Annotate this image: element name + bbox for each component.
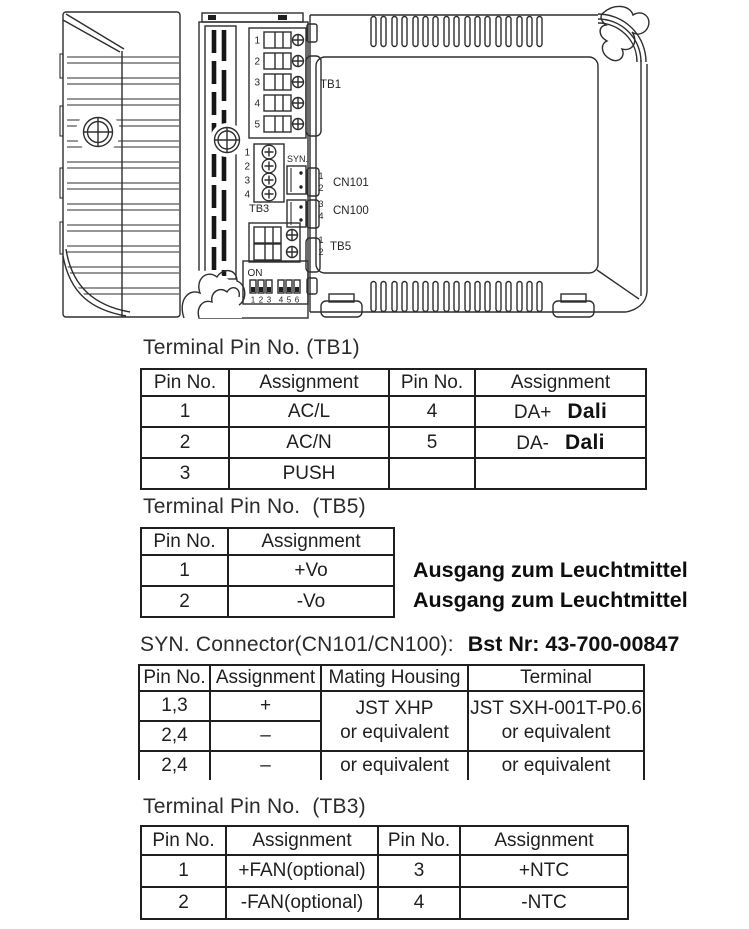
syn-label: SYN. <box>287 154 309 164</box>
bottom-vent-slots <box>371 282 542 312</box>
col-header-assignment: Assignment <box>460 826 628 855</box>
tb3-pin-number: 1 <box>244 147 250 159</box>
table-cell: +Vo <box>228 555 394 586</box>
dip-number: 4 <box>278 295 284 305</box>
device-drawing <box>0 0 749 335</box>
tb5-output-annotations <box>413 556 688 615</box>
col-header-pin-no: Pin No. <box>389 369 475 396</box>
table-cell <box>475 458 646 489</box>
table-cell: -NTC <box>460 887 628 919</box>
annotation-line: Ausgang zum Leuchtmittel <box>413 558 688 582</box>
table-cell: +FAN(optional) <box>226 855 378 887</box>
case-inner <box>316 57 598 273</box>
table-cell <box>475 396 646 427</box>
top-vent-slots <box>371 17 542 47</box>
tb3-label: TB3 <box>249 203 270 215</box>
heatsink-fins <box>67 57 179 294</box>
terminal-cell <box>468 691 644 751</box>
col-header-terminal: Terminal <box>468 665 644 691</box>
table-row <box>141 458 646 489</box>
dip-number: 2 <box>258 295 264 305</box>
tb3-terminal-block <box>244 144 284 215</box>
dip-switch <box>243 261 308 305</box>
tb5-pin-table <box>140 527 395 618</box>
col-header-assignment: Assignment <box>228 528 394 555</box>
assignment-value: DA- <box>516 432 549 454</box>
table-cell: 2 <box>141 427 229 458</box>
table-row <box>139 751 644 780</box>
table-header-row <box>139 665 644 691</box>
tb5-section-title: Terminal Pin No. (TB5) <box>143 495 366 518</box>
table-cell: AC/N <box>229 427 389 458</box>
tb1-pin-number: 1 <box>254 35 260 47</box>
table-cell: 2,4 <box>139 751 210 780</box>
col-header-pin-no: Pin No. <box>139 665 210 691</box>
syn-section-header <box>140 632 679 657</box>
col-header-pin-no: Pin No. <box>141 369 229 396</box>
tb1-pin-number: 4 <box>254 98 260 110</box>
cn101-pin-number: 1 <box>318 171 324 181</box>
cable-relief <box>181 271 245 318</box>
cn100-pin-number: 3 <box>318 199 324 209</box>
table-cell: or equivalent <box>321 751 468 780</box>
cn101-pin-number: 2 <box>318 183 324 193</box>
table-cell: PUSH <box>229 458 389 489</box>
cn100-pin-number: 4 <box>318 211 324 221</box>
mating-housing-line: JST XHP <box>355 698 434 719</box>
table-cell: 2,4 <box>139 721 210 751</box>
table-cell <box>389 458 475 489</box>
cn100-label: CN100 <box>333 205 369 217</box>
table-row <box>141 427 646 458</box>
tb1-terminal-block <box>249 28 306 138</box>
table-header-row <box>141 528 394 555</box>
table-row <box>141 887 628 919</box>
tb1-pin-table <box>140 368 647 490</box>
mating-housing-line: or equivalent <box>340 722 449 743</box>
mounting-feet <box>321 294 594 317</box>
table-cell: 3 <box>141 458 229 489</box>
col-header-pin-no: Pin No. <box>141 528 228 555</box>
mounting-screw-icon <box>83 117 113 147</box>
dali-annotation: Dali <box>565 430 605 454</box>
table-row <box>141 586 394 617</box>
tb3-pin-number: 3 <box>244 175 250 187</box>
tb1-label: TB1 <box>320 79 342 91</box>
tb3-pin-number: 2 <box>244 161 250 173</box>
col-header-assignment: Assignment <box>229 369 389 396</box>
table-cell: +NTC <box>460 855 628 887</box>
top-chamfer <box>63 14 124 52</box>
table-cell: 2 <box>141 887 226 919</box>
table-cell: 4 <box>378 887 460 919</box>
table-cell: 4 <box>389 396 475 427</box>
table-cell: 3 <box>378 855 460 887</box>
corner-clip <box>598 6 649 62</box>
dip-number: 3 <box>266 295 272 305</box>
cn101-label: CN101 <box>333 177 369 189</box>
tb1-pin-number: 2 <box>254 56 260 68</box>
col-header-mating-housing: Mating Housing <box>321 665 468 691</box>
order-number: Bst Nr: 43-700-00847 <box>467 632 680 656</box>
dip-number: 6 <box>294 295 300 305</box>
table-cell: 2 <box>141 586 228 617</box>
table-cell: 5 <box>389 427 475 458</box>
terminal-line: or equivalent <box>501 722 611 743</box>
tb5-terminal-block <box>249 223 300 262</box>
tb3-pin-number: 4 <box>244 189 250 201</box>
table-cell: + <box>210 691 321 721</box>
tb3-pin-table <box>140 825 629 920</box>
table-cell: 1 <box>141 555 228 586</box>
table-cell: 1 <box>141 396 229 427</box>
tb5-pin-number: 2 <box>318 247 324 257</box>
table-row <box>141 855 628 887</box>
dip-number: 1 <box>250 295 256 305</box>
table-cell: or equivalent <box>468 751 644 780</box>
tb1-pin-number: 5 <box>254 119 260 131</box>
dip-on-label: ON <box>247 268 263 279</box>
syn-section-title: SYN. Connector(CN101/CN100): <box>140 633 454 656</box>
table-cell: -Vo <box>228 586 394 617</box>
table-cell: -FAN(optional) <box>226 887 378 919</box>
table-row <box>139 691 644 721</box>
table-cell: – <box>210 721 321 751</box>
tb1-section-title: Terminal Pin No. (TB1) <box>143 336 360 359</box>
table-cell <box>475 427 646 458</box>
col-header-pin-no: Pin No. <box>378 826 460 855</box>
table-header-row <box>141 369 646 396</box>
tb5-pin-number: 1 <box>318 235 324 245</box>
dali-annotation: Dali <box>567 399 608 423</box>
table-header-row <box>141 826 628 855</box>
tb3-section-title: Terminal Pin No. (TB3) <box>143 795 366 818</box>
left-side-view <box>60 12 180 317</box>
col-header-pin-no: Pin No. <box>141 826 226 855</box>
table-cell: 1,3 <box>139 691 210 721</box>
col-header-assignment: Assignment <box>475 369 646 396</box>
table-row <box>141 555 394 586</box>
tb5-label: TB5 <box>330 241 352 253</box>
syn-connectors <box>287 154 308 227</box>
terminal-line: JST SXH-001T-P0.6 <box>470 698 642 719</box>
table-cell: AC/L <box>229 396 389 427</box>
top-view <box>306 6 649 317</box>
end-view <box>181 13 308 318</box>
annotation-line: Ausgang zum Leuchtmittel <box>413 587 688 612</box>
assignment-value: DA+ <box>513 401 552 423</box>
dip-number: 5 <box>286 295 292 305</box>
table-cell: 1 <box>141 855 226 887</box>
table-cell: – <box>210 751 321 780</box>
table-row <box>141 396 646 427</box>
tb1-pin-number: 3 <box>254 77 260 89</box>
syn-connector-table <box>138 664 645 780</box>
mating-housing-cell <box>321 691 468 751</box>
col-header-assignment: Assignment <box>226 826 378 855</box>
mounting-screw-icon <box>214 127 240 153</box>
col-header-assignment: Assignment <box>210 665 321 691</box>
